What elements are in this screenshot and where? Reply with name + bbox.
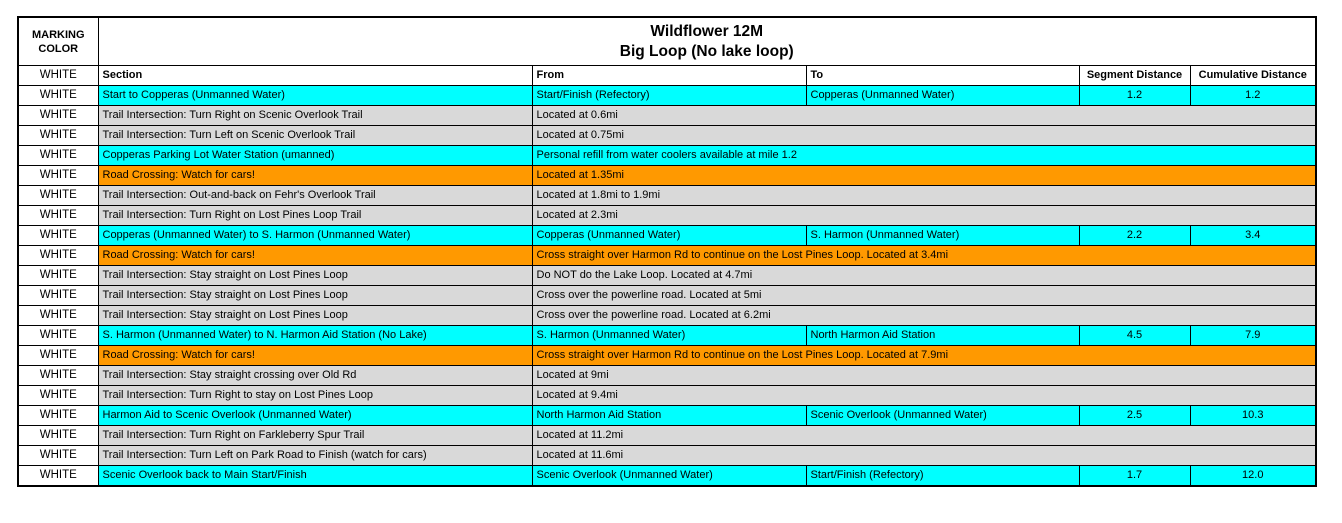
note-cell: Cross straight over Harmon Rd to continue on the Lost Pines Loop. Located at 3.4mi xyxy=(532,246,1316,266)
from-cell: Scenic Overlook (Unmanned Water) xyxy=(532,466,806,487)
table-row xyxy=(18,106,1316,126)
marking-color-cell: WHITE xyxy=(18,146,98,166)
cumulative-distance-cell: 12.0 xyxy=(1190,466,1316,487)
to-cell: Copperas (Unmanned Water) xyxy=(806,86,1079,106)
marking-color-cell: WHITE xyxy=(18,126,98,146)
section-cell: Trail Intersection: Turn Left on Scenic Overlook Trail xyxy=(98,126,532,146)
marking-color-cell: WHITE xyxy=(18,406,98,426)
marking-color-cell: WHITE xyxy=(18,186,98,206)
note-cell: Do NOT do the Lake Loop. Located at 4.7mi xyxy=(532,266,1316,286)
column-header-row xyxy=(18,66,1316,86)
table-row xyxy=(18,186,1316,206)
table-row xyxy=(18,466,1316,487)
table-row xyxy=(18,246,1316,266)
segment-distance-cell: 1.7 xyxy=(1079,466,1190,487)
cumulative-distance-cell: 7.9 xyxy=(1190,326,1316,346)
section-cell: Road Crossing: Watch for cars! xyxy=(98,246,532,266)
segment-distance-cell: 2.2 xyxy=(1079,226,1190,246)
note-cell: Personal refill from water coolers available at mile 1.2 xyxy=(532,146,1316,166)
marking-color-cell: WHITE xyxy=(18,246,98,266)
table-row xyxy=(18,126,1316,146)
section-cell: Road Crossing: Watch for cars! xyxy=(98,166,532,186)
to-cell: North Harmon Aid Station xyxy=(806,326,1079,346)
table-row xyxy=(18,346,1316,366)
table-row xyxy=(18,326,1316,346)
to-cell: Start/Finish (Refectory) xyxy=(806,466,1079,487)
marking-color-cell: WHITE xyxy=(18,206,98,226)
title-cell xyxy=(98,17,1316,66)
marking-color-cell: WHITE xyxy=(18,226,98,246)
marking-color-cell: WHITE xyxy=(18,446,98,466)
column-header-from: From xyxy=(532,66,806,86)
note-cell: Located at 1.8mi to 1.9mi xyxy=(532,186,1316,206)
note-cell: Located at 1.35mi xyxy=(532,166,1316,186)
section-cell: Trail Intersection: Turn Right on Farkleberry Spur Trail xyxy=(98,426,532,446)
note-cell: Located at 11.6mi xyxy=(532,446,1316,466)
section-cell: Trail Intersection: Turn Left on Park Road to Finish (watch for cars) xyxy=(98,446,532,466)
marking-color-cell: WHITE xyxy=(18,86,98,106)
section-cell: Road Crossing: Watch for cars! xyxy=(98,346,532,366)
marking-color-cell: WHITE xyxy=(18,326,98,346)
section-cell: Trail Intersection: Stay straight crossing over Old Rd xyxy=(98,366,532,386)
from-cell: North Harmon Aid Station xyxy=(532,406,806,426)
to-cell: S. Harmon (Unmanned Water) xyxy=(806,226,1079,246)
marking-color-cell: WHITE xyxy=(18,166,98,186)
column-header-to: To xyxy=(806,66,1079,86)
marking-color-cell: WHITE xyxy=(18,466,98,487)
note-cell: Located at 9mi xyxy=(532,366,1316,386)
section-cell: Trail Intersection: Turn Right on Scenic Overlook Trail xyxy=(98,106,532,126)
table-row xyxy=(18,386,1316,406)
section-cell: Trail Intersection: Stay straight on Lost Pines Loop xyxy=(98,266,532,286)
table-row xyxy=(18,226,1316,246)
column-header-cumulative-distance: Cumulative Distance xyxy=(1190,66,1316,86)
marking-color-cell: WHITE xyxy=(18,386,98,406)
section-cell: Harmon Aid to Scenic Overlook (Unmanned Water) xyxy=(98,406,532,426)
segment-distance-cell: 2.5 xyxy=(1079,406,1190,426)
note-cell: Located at 0.75mi xyxy=(532,126,1316,146)
note-cell: Located at 2.3mi xyxy=(532,206,1316,226)
cumulative-distance-cell: 10.3 xyxy=(1190,406,1316,426)
section-cell: Copperas Parking Lot Water Station (umanned) xyxy=(98,146,532,166)
to-cell: Scenic Overlook (Unmanned Water) xyxy=(806,406,1079,426)
segment-distance-cell: 1.2 xyxy=(1079,86,1190,106)
note-cell: Located at 0.6mi xyxy=(532,106,1316,126)
marking-color-cell: WHITE xyxy=(18,346,98,366)
marking-color-header: MARKING COLOR xyxy=(18,17,98,66)
note-cell: Cross over the powerline road. Located at 5mi xyxy=(532,286,1316,306)
table-row xyxy=(18,166,1316,186)
cumulative-distance-cell: 3.4 xyxy=(1190,226,1316,246)
table-row xyxy=(18,306,1316,326)
segment-distance-cell: 4.5 xyxy=(1079,326,1190,346)
from-cell: Copperas (Unmanned Water) xyxy=(532,226,806,246)
marking-color-cell: WHITE xyxy=(18,366,98,386)
section-cell: Copperas (Unmanned Water) to S. Harmon (Unmanned Water) xyxy=(98,226,532,246)
cumulative-distance-cell: 1.2 xyxy=(1190,86,1316,106)
marking-color-cell: WHITE xyxy=(18,266,98,286)
section-cell: Trail Intersection: Out-and-back on Fehr's Overlook Trail xyxy=(98,186,532,206)
marking-color-cell: WHITE xyxy=(18,286,98,306)
table-row xyxy=(18,286,1316,306)
marking-color-cell: WHITE xyxy=(18,306,98,326)
course-table xyxy=(17,16,1317,487)
table-row xyxy=(18,206,1316,226)
table-row xyxy=(18,86,1316,106)
marking-color-cell: WHITE xyxy=(18,106,98,126)
title-row xyxy=(18,17,1316,66)
table-row xyxy=(18,426,1316,446)
from-cell: Start/Finish (Refectory) xyxy=(532,86,806,106)
section-cell: Trail Intersection: Turn Right to stay on Lost Pines Loop xyxy=(98,386,532,406)
section-cell: Start to Copperas (Unmanned Water) xyxy=(98,86,532,106)
note-cell: Located at 11.2mi xyxy=(532,426,1316,446)
page-title: Wildflower 12M xyxy=(650,22,764,40)
section-cell: Scenic Overlook back to Main Start/Finish xyxy=(98,466,532,487)
column-header-section: Section xyxy=(98,66,532,86)
note-cell: Cross straight over Harmon Rd to continue on the Lost Pines Loop. Located at 7.9mi xyxy=(532,346,1316,366)
table-row xyxy=(18,406,1316,426)
note-cell: Cross over the powerline road. Located at 6.2mi xyxy=(532,306,1316,326)
marking-color-cell: WHITE xyxy=(18,426,98,446)
page-subtitle: Big Loop (No lake loop) xyxy=(619,42,794,60)
note-cell: Located at 9.4mi xyxy=(532,386,1316,406)
table-row xyxy=(18,366,1316,386)
section-cell: Trail Intersection: Turn Right on Lost Pines Loop Trail xyxy=(98,206,532,226)
table-row xyxy=(18,146,1316,166)
section-cell: Trail Intersection: Stay straight on Lost Pines Loop xyxy=(98,286,532,306)
column-header-segment-distance: Segment Distance xyxy=(1079,66,1190,86)
from-cell: S. Harmon (Unmanned Water) xyxy=(532,326,806,346)
table-row xyxy=(18,446,1316,466)
table-row xyxy=(18,266,1316,286)
section-cell: Trail Intersection: Stay straight on Lost Pines Loop xyxy=(98,306,532,326)
section-cell: S. Harmon (Unmanned Water) to N. Harmon Aid Station (No Lake) xyxy=(98,326,532,346)
marking-color-cell: WHITE xyxy=(18,66,98,86)
